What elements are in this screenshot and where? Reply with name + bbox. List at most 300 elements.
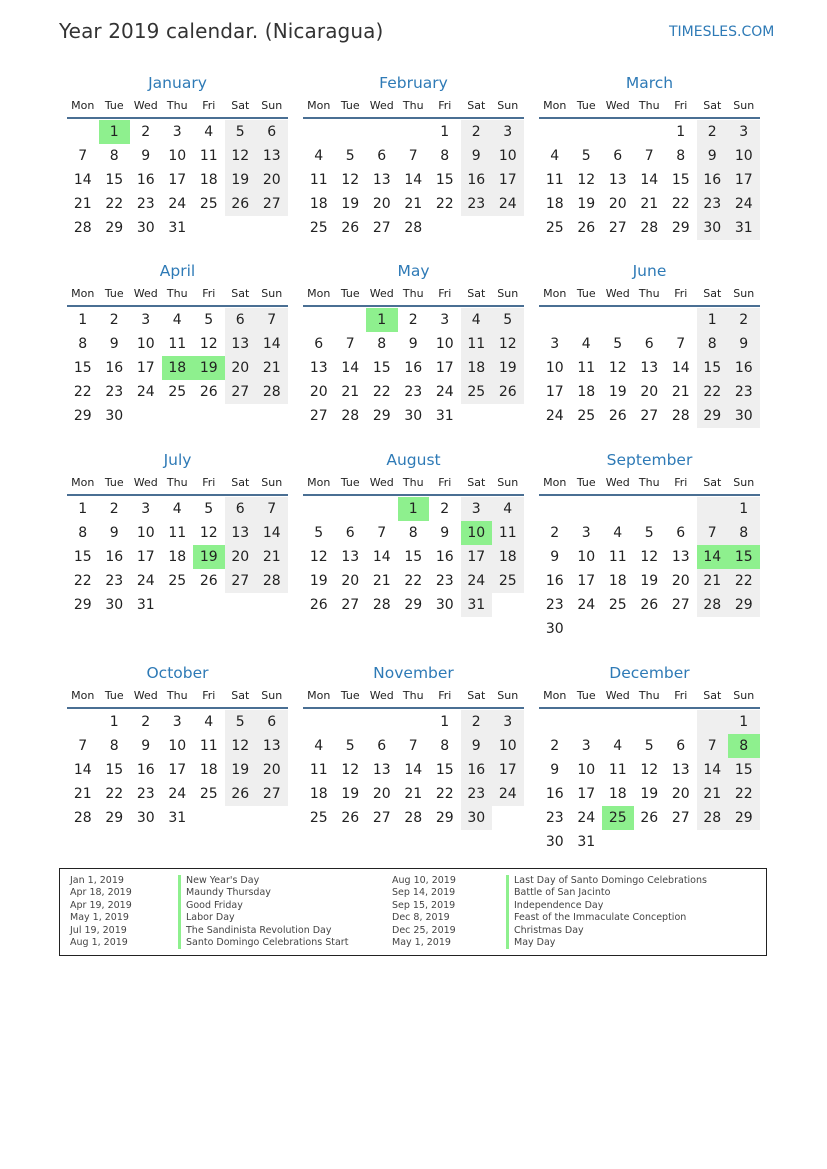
day-cell: 30 [545,621,564,637]
empty-day-cell [697,830,729,854]
empty-day-cell [634,497,666,521]
day-cell: 24 [435,384,454,400]
day-cell: 29 [435,810,454,826]
weekday-label: Thu [402,287,424,300]
empty-day-cell [193,806,225,830]
weekday-label: Thu [638,287,660,300]
empty-day-cell [571,710,603,734]
day-cell: 6 [256,120,288,144]
empty-day-cell [665,710,697,734]
day-cell: 26 [341,220,360,236]
day-cell: 6 [225,308,257,332]
empty-day-cell [130,404,162,428]
day-cell: 25 [199,786,218,802]
day-cell: 12 [199,336,218,352]
day-cell: 9 [550,549,560,565]
day-cell: 7 [256,497,288,521]
day-cell: 20 [225,545,257,569]
day-cell: 9 [440,525,450,541]
day-cell: 10 [435,336,454,352]
month-march [539,71,760,240]
day-cell: 21 [341,384,360,400]
day-cell: 1 [728,497,760,521]
month-name: November [373,664,454,682]
weekday-label: Tue [340,689,360,702]
month-name: June [632,262,667,280]
day-cell: 3 [141,501,151,517]
day-cell: 4 [613,525,623,541]
weekday-label: Sat [231,287,250,300]
day-cell: 11 [608,549,627,565]
empty-day-cell [303,308,335,332]
day-cell: 25 [309,810,328,826]
day-cell: 8 [78,336,88,352]
weekday-label: Fri [674,99,688,112]
month-december [539,661,760,854]
empty-day-cell [539,710,571,734]
day-cell: 28 [73,810,92,826]
day-cell: 23 [136,196,155,212]
empty-day-cell [602,308,634,332]
day-cell: 12 [225,144,257,168]
day-cell: 25 [492,569,524,593]
day-cell: 18 [492,545,524,569]
empty-day-cell [225,216,257,240]
day-cell: 16 [136,172,155,188]
day-cell: 5 [314,525,324,541]
day-cell: 24 [492,782,524,806]
day-cell: 22 [372,384,391,400]
legend-holiday-name: The Sandinista Revolution Day [178,925,348,937]
day-cell: 21 [256,356,288,380]
empty-day-cell [665,308,697,332]
empty-day-cell [602,710,634,734]
day-cell: 18 [309,786,328,802]
weekday-label: Fri [674,689,688,702]
day-cell: 14 [671,360,690,376]
day-cell: 7 [408,148,418,164]
day-cell: 10 [168,148,187,164]
weekday-label: Sun [733,689,755,702]
day-cell: 9 [141,148,151,164]
empty-day-cell [697,710,729,734]
day-cell: 13 [671,762,690,778]
empty-day-cell [571,120,603,144]
month-name: October [146,664,209,682]
day-cell: 15 [105,762,124,778]
day-cell: 2 [697,120,729,144]
day-grid [303,709,524,830]
day-cell: 2 [550,738,560,754]
empty-day-cell [193,216,225,240]
day-cell: 15 [105,172,124,188]
day-cell: 8 [440,738,450,754]
weekday-label: Thu [166,689,188,702]
weekday-label: Mon [307,689,331,702]
day-cell: 31 [136,597,155,613]
day-cell: 10 [545,360,564,376]
legend-dates-column-2 [392,875,456,949]
day-cell: 20 [225,356,257,380]
day-cell: 20 [372,786,391,802]
day-cell: 14 [404,172,423,188]
day-cell: 16 [105,360,124,376]
day-cell: 31 [577,834,596,850]
day-cell: 16 [545,573,564,589]
weekday-label: Mon [543,99,567,112]
day-cell: 5 [492,308,524,332]
empty-day-cell [335,308,367,332]
day-cell: 19 [341,786,360,802]
day-cell: 3 [141,312,151,328]
day-cell: 17 [492,758,524,782]
day-cell: 28 [73,220,92,236]
day-cell: 24 [577,810,596,826]
legend-date: Dec 8, 2019 [392,912,450,924]
day-cell: 14 [256,521,288,545]
day-cell: 9 [728,332,760,356]
empty-day-cell [492,806,524,830]
month-april [67,259,288,428]
day-cell: 3 [440,312,450,328]
empty-day-cell [634,308,666,332]
day-cell: 5 [345,738,355,754]
empty-day-cell [728,617,760,641]
day-cell: 13 [256,734,288,758]
day-cell: 5 [644,738,654,754]
brand-logo-link[interactable]: TIMESLES.COM [669,24,775,40]
day-cell: 4 [172,312,182,328]
day-cell: 11 [461,332,493,356]
day-cell: 22 [697,380,729,404]
day-cell: 16 [461,758,493,782]
day-cell: 31 [728,216,760,240]
day-cell: 27 [671,810,690,826]
day-cell: 27 [372,810,391,826]
day-cell: 13 [671,549,690,565]
weekday-label: Mon [307,287,331,300]
empty-day-cell [193,593,225,617]
day-cell: 9 [550,762,560,778]
day-cell: 29 [728,806,760,830]
weekday-label: Sun [497,287,519,300]
day-cell: 5 [613,336,623,352]
empty-day-cell [366,120,398,144]
day-cell: 12 [492,332,524,356]
day-cell: 16 [461,168,493,192]
day-cell: 4 [461,308,493,332]
day-cell: 11 [577,360,596,376]
empty-day-cell [429,216,461,240]
day-cell: 25 [577,408,596,424]
day-cell: 24 [492,192,524,216]
day-cell: 27 [640,408,659,424]
day-cell: 19 [492,356,524,380]
weekday-label: Sun [733,99,755,112]
day-cell: 7 [256,308,288,332]
weekday-header [67,685,288,709]
day-cell: 7 [78,738,88,754]
day-cell: 30 [545,834,564,850]
day-cell: 13 [372,762,391,778]
weekday-header [303,283,524,307]
weekday-label: Fri [674,287,688,300]
day-cell: 4 [613,738,623,754]
day-cell: 5 [204,312,214,328]
day-cell: 10 [728,144,760,168]
weekday-label: Sun [261,689,283,702]
day-cell: 11 [168,525,187,541]
day-cell: 24 [136,384,155,400]
day-cell: 31 [168,220,187,236]
weekday-label: Wed [369,689,394,702]
weekday-label: Mon [71,287,95,300]
day-cell: 5 [581,148,591,164]
day-cell: 25 [168,384,187,400]
day-cell: 31 [461,593,493,617]
day-cell: 18 [461,356,493,380]
empty-day-cell [335,497,367,521]
day-cell: 21 [404,196,423,212]
day-cell: 30 [728,404,760,428]
empty-day-cell [602,830,634,854]
day-cell: 22 [728,569,760,593]
day-cell: 24 [136,573,155,589]
weekday-label: Thu [166,476,188,489]
holiday-day-cell: 19 [193,356,225,380]
holiday-day-cell: 1 [99,120,131,144]
day-cell: 17 [577,573,596,589]
weekday-label: Sun [261,476,283,489]
day-cell: 13 [309,360,328,376]
legend-holiday-name: New Year's Day [178,875,348,887]
day-cell: 10 [492,734,524,758]
day-cell: 30 [404,408,423,424]
day-cell: 15 [372,360,391,376]
weekday-label: Sun [497,476,519,489]
day-cell: 25 [309,220,328,236]
day-cell: 22 [671,196,690,212]
day-cell: 29 [372,408,391,424]
day-cell: 21 [256,545,288,569]
empty-day-cell [697,497,729,521]
day-cell: 19 [640,786,659,802]
weekday-label: Fri [674,476,688,489]
legend-holiday-name: Good Friday [178,900,348,912]
day-cell: 25 [199,196,218,212]
weekday-label: Sat [703,689,722,702]
day-cell: 17 [492,168,524,192]
empty-day-cell [461,404,493,428]
day-cell: 5 [644,525,654,541]
day-cell: 30 [105,408,124,424]
day-cell: 23 [105,573,124,589]
legend-holiday-name: Maundy Thursday [178,887,348,899]
day-cell: 4 [314,148,324,164]
legend-date: Aug 10, 2019 [392,875,456,886]
day-cell: 7 [345,336,355,352]
day-cell: 7 [676,336,686,352]
empty-day-cell [602,120,634,144]
weekday-label: Thu [638,99,660,112]
weekday-header [539,685,760,709]
day-cell: 27 [225,380,257,404]
empty-day-cell [162,404,194,428]
holiday-day-cell: 8 [728,734,760,758]
empty-day-cell [256,404,288,428]
day-cell: 21 [671,384,690,400]
day-cell: 11 [608,762,627,778]
day-cell: 28 [697,806,729,830]
empty-day-cell [571,308,603,332]
day-cell: 6 [256,710,288,734]
weekday-label: Fri [202,287,216,300]
day-cell: 6 [644,336,654,352]
day-cell: 1 [78,501,88,517]
weekday-header [67,472,288,496]
day-cell: 2 [461,120,493,144]
day-cell: 12 [608,360,627,376]
day-cell: 24 [545,408,564,424]
weekday-label: Sat [467,689,486,702]
month-october [67,661,288,830]
day-cell: 9 [697,144,729,168]
day-cell: 27 [256,192,288,216]
weekday-label: Tue [104,287,124,300]
day-cell: 16 [136,762,155,778]
empty-day-cell [256,216,288,240]
legend-date: May 1, 2019 [392,936,451,948]
day-cell: 4 [581,336,591,352]
weekday-label: Wed [369,476,394,489]
day-cell: 24 [577,597,596,613]
day-cell: 20 [341,573,360,589]
weekday-label: Thu [402,689,424,702]
empty-day-cell [571,617,603,641]
day-cell: 10 [577,549,596,565]
day-cell: 14 [640,172,659,188]
empty-day-cell [398,710,430,734]
weekday-label: Mon [543,476,567,489]
weekday-label: Mon [71,689,95,702]
month-june [539,259,760,428]
day-cell: 28 [404,810,423,826]
holiday-legend [59,868,767,956]
empty-day-cell [256,593,288,617]
day-cell: 12 [341,762,360,778]
day-cell: 16 [697,168,729,192]
day-cell: 12 [309,549,328,565]
month-name: December [609,664,690,682]
day-cell: 2 [440,501,450,517]
empty-day-cell [539,120,571,144]
day-cell: 14 [697,758,729,782]
day-cell: 28 [256,380,288,404]
day-cell: 11 [545,172,564,188]
empty-day-cell [634,617,666,641]
month-august [303,448,524,617]
holiday-day-cell: 18 [162,356,194,380]
weekday-label: Tue [104,689,124,702]
day-cell: 30 [697,216,729,240]
day-cell: 29 [697,404,729,428]
day-cell: 16 [728,356,760,380]
holiday-day-cell: 19 [193,545,225,569]
day-cell: 26 [341,810,360,826]
day-cell: 9 [461,144,493,168]
empty-day-cell [571,497,603,521]
legend-date: Apr 18, 2019 [70,887,132,899]
weekday-label: Tue [340,287,360,300]
day-cell: 1 [676,124,686,140]
day-cell: 28 [640,220,659,236]
month-name: July [163,451,192,469]
legend-date: Jul 19, 2019 [70,924,127,936]
day-cell: 11 [199,738,218,754]
day-cell: 15 [697,356,729,380]
weekday-label: Tue [576,476,596,489]
day-cell: 3 [550,336,560,352]
empty-day-cell [162,593,194,617]
day-cell: 2 [550,525,560,541]
day-cell: 6 [225,497,257,521]
day-cell: 27 [608,220,627,236]
day-cell: 22 [435,786,454,802]
day-cell: 17 [728,168,760,192]
weekday-label: Fri [438,287,452,300]
day-cell: 5 [345,148,355,164]
day-cell: 11 [309,762,328,778]
empty-day-cell [335,120,367,144]
page-title: Year 2019 calendar. (Nicaragua) [59,19,384,43]
day-cell: 17 [577,786,596,802]
day-cell: 21 [73,786,92,802]
weekday-label: Tue [104,476,124,489]
day-grid [67,496,288,617]
day-cell: 12 [640,762,659,778]
day-cell: 19 [225,758,257,782]
month-name: April [159,262,196,280]
empty-day-cell [225,806,257,830]
holiday-day-cell: 15 [728,545,760,569]
legend-date: May 1, 2019 [70,912,129,924]
empty-day-cell [303,710,335,734]
legend-dates-column-1 [70,875,132,949]
day-cell: 17 [136,549,155,565]
month-january [67,71,288,240]
day-cell: 25 [608,597,627,613]
day-cell: 13 [225,521,257,545]
weekday-label: Tue [576,99,596,112]
day-cell: 17 [136,360,155,376]
day-cell: 21 [640,196,659,212]
day-cell: 19 [577,196,596,212]
day-cell: 26 [608,408,627,424]
day-cell: 21 [372,573,391,589]
day-cell: 24 [168,786,187,802]
day-cell: 10 [168,738,187,754]
legend-holiday-name: Battle of San Jacinto [506,887,707,899]
day-cell: 11 [199,148,218,164]
day-cell: 6 [676,738,686,754]
weekday-label: Tue [340,99,360,112]
day-cell: 27 [671,597,690,613]
legend-holiday-name: Last Day of Santo Domingo Celebrations [506,875,707,887]
day-cell: 29 [73,597,92,613]
day-cell: 6 [613,148,623,164]
day-cell: 28 [404,220,423,236]
day-cell: 11 [492,521,524,545]
